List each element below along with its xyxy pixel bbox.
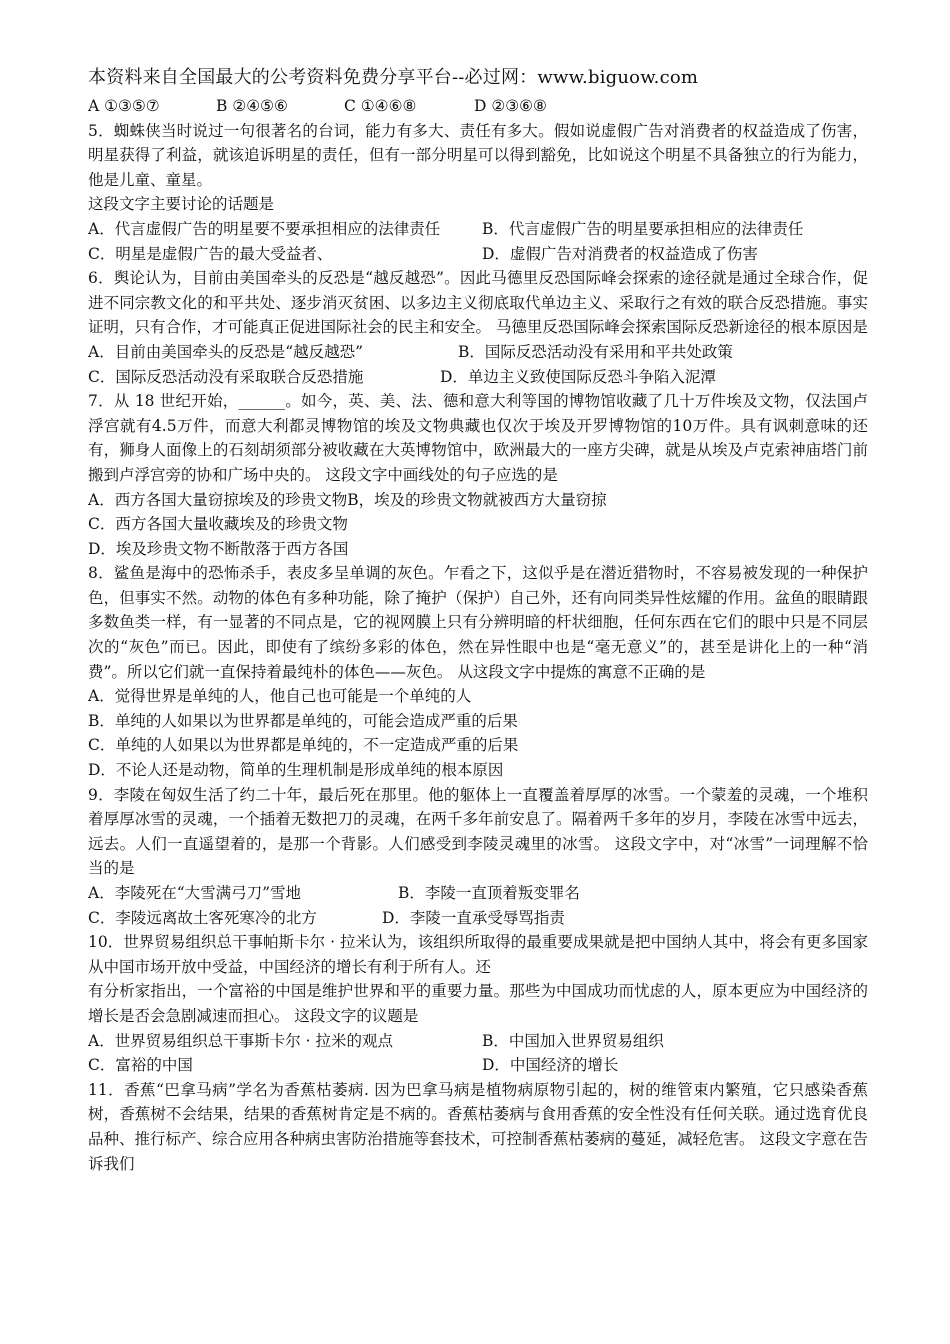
document-page (88, 64, 868, 1176)
q10-stem-part2: 有分析家指出，一个富裕的中国是维护世界和平的重要力量。那些为中国成功而忧虑的人，原本更应为中国经济的增长是否会急剧减速而担心。 这段文字的议题是 (88, 982, 868, 1025)
q8-option-c: C．单纯的人如果以为世界都是单纯的，不一定造成严重的后果 (88, 736, 519, 755)
q10-options-ab (88, 1029, 868, 1054)
option-b: B．李陵一直顶着叛变罪名 (398, 884, 580, 902)
option-a: A．李陵死在“大雪满弓刀”雪地 (88, 884, 302, 902)
option-c: C．明星是虚假广告的最大受益者、 (88, 244, 333, 263)
option-d: D．中国经济的增长 (482, 1056, 619, 1075)
option-c: C．李陵远离故土客死寒冷的北方 (88, 908, 317, 927)
q7-stem: 7．从 18 世纪开始，______。如今，英、美、法、德和意大利等国的博物馆收藏了几十万件埃及文物，仅法国卢浮宫就有4.5万件，而意大利都灵博物馆的埃及文物典藏也仅次于埃及开罗博物馆的10万件。具有讽刺意味的还有，狮身人面像上的石刻胡须部分被收藏在大英博物馆中，欧洲最大的一座方尖碑，就是从埃及卢克索神庙塔门前搬到卢浮宫旁的协和广场中央的。 这段文字中画线处的句子应选的是 (88, 392, 868, 484)
option-c: C ①④⑥⑧ (344, 97, 417, 115)
q4-options (88, 94, 868, 119)
option-a: A ①③⑤⑦ (88, 97, 160, 115)
q8-option-d: D．不论人还是动物，简单的生理机制是形成单纯的根本原因 (88, 761, 504, 780)
option-d: D．李陵一直承受辱骂指责 (382, 908, 565, 927)
q11-stem: 11．香蕉“巴拿马病”学名为香蕉枯萎病. 因为巴拿马病是植物病原物引起的，树的维管束内繁殖，它只感染香蕉树，香蕉树不会结果，结果的香蕉树肯定是不病的。香蕉枯萎病与食用香蕉的安全性没有任何关联。通过选育优良品种、推行标产、综合应用各种病虫害防治措施等套技术，可控制香蕉枯萎病的蔓延，减轻危害。 这段文字意在告诉我们 (88, 1080, 868, 1173)
q6-stem: 6．舆论认为，目前由美国牵头的反恐是“越反越恐”。因此马德里反恐国际峰会探索的途径就是通过全球合作，促进不同宗教文化的和平共处、逐步消灭贫困、以多边主义彻底取代单边主义、采取行之有效的联合反恐措施。事实证明，只有合作，才可能真正促进国际社会的民主和安全。 马德里反恐国际峰会探索国际反恐新途径的根本原因是 (88, 269, 868, 337)
q5-question: 这段文字主要讨论的话题是 (88, 195, 275, 214)
q8-option-b: B．单纯的人如果以为世界都是单纯的，可能会造成严重的后果 (88, 711, 518, 730)
q5-options-ab (88, 217, 868, 242)
q9-stem: 9．李陵在匈奴生活了约二十年，最后死在那里。他的躯体上一直覆盖着厚厚的冰雪。一个蒙羞的灵魂，一个堆积着厚厚冰雪的灵魂，一个插着无数把刀的灵魂，在两千多年前安息了。隔着两千多年的岁月，李陵在冰雪中远去，远去。人们一直遥望着的，是那一个背影。人们感受到李陵灵魂里的冰雪。 这段文字中，对“冰雪”一词理解不恰当的是 (88, 785, 868, 878)
q7-options-ab: A．西方各国大量窃掠埃及的珍贵文物B，埃及的珍贵文物就被西方大量窃掠 (88, 490, 607, 509)
q7-option-c: C．西方各国大量收藏埃及的珍贵文物 (88, 515, 348, 534)
q9-options-ab (88, 881, 868, 906)
option-d: D ②③⑥⑧ (474, 97, 547, 115)
option-b: B．代言虚假广告的明星要承担相应的法律责任 (482, 219, 804, 238)
option-d: D．单边主义致使国际反恐斗争陷入泥潭 (440, 367, 716, 386)
q8-stem: 8．鲨鱼是海中的恐怖杀手，表皮多呈单调的灰色。乍看之下，这似乎是在潜近猎物时，不容易被发现的一种保护色，但事实不然。动物的体色有多种功能，除了掩护（保护）自己外，还有向同类异性炫耀的作用。盆鱼的眼睛跟多数鱼类一样，有一显著的不同点是，它的视网膜上只有分辨明暗的杆状细胞，任何东西在它们的眼中只是不同层次的“灰色”而已。因此，即使有了缤纷多彩的体色，然在异性眼中也是“毫无意义”的，甚至是讲化上的一种“消费”。所以它们就一直保持着最纯朴的体色——灰色。 从这段文字中提炼的寓意不正确的是 (88, 564, 868, 681)
q6-options-cd (88, 365, 868, 390)
q9-options-cd (88, 906, 868, 931)
option-a: A．目前由美国牵头的反恐是“越反越恐” (88, 342, 364, 361)
option-b: B ②④⑤⑥ (216, 97, 288, 115)
option-a: A．世界贸易组织总干事斯卡尔 · 拉米的观点 (88, 1031, 393, 1050)
option-a: A．代言虚假广告的明星要不要承担相应的法律责任 (88, 219, 441, 238)
q10-stem-part1: 10．世界贸易组织总干事帕斯卡尔 · 拉米认为，该组织所取得的最重要成果就是把中国纳人其中，将会有更多国家从中国市场开放中受益，中国经济的增长有利于所有人。还 (88, 933, 868, 976)
q5-options-cd (88, 242, 868, 267)
option-b: B．国际反恐活动没有采用和平共处政策 (458, 342, 733, 361)
option-d: D．虚假广告对消费者的权益造成了伤害 (482, 244, 758, 263)
option-c: C．国际反恐活动没有采取联合反恐措施 (88, 367, 364, 386)
q6-options-ab (88, 340, 868, 365)
option-c: C．富裕的中国 (88, 1056, 193, 1075)
q8-option-a: A．觉得世界是单纯的人，他自己也可能是一个单纯的人 (88, 687, 472, 706)
q5-stem: 5．蜘蛛侠当时说过一句很著名的台词，能力有多大、责任有多大。假如说虚假广告对消费者的权益造成了伤害，明星获得了利益，就该追诉明星的责任，但有一部分明星可以得到豁免，比如说这个明星不具备独立的行为能力，他是儿童、童星。 (88, 121, 868, 189)
q7-option-d: D．埃及珍贵文物不断散落于西方各国 (88, 539, 349, 558)
source-header: 本资料来自全国最大的公考资料免费分享平台--必过网：www.biguow.com (88, 67, 699, 88)
q10-options-cd (88, 1053, 868, 1078)
option-b: B．中国加入世界贸易组织 (482, 1031, 664, 1050)
